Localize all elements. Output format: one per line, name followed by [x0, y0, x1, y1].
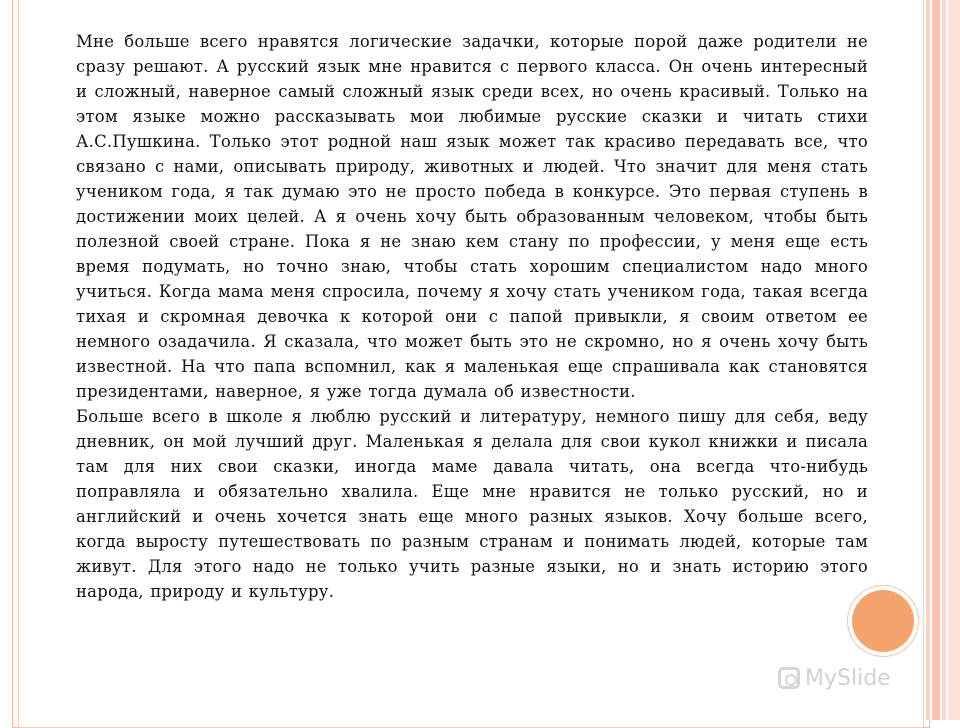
- decor-stripe: [926, 0, 930, 720]
- watermark-text: MySlide: [805, 665, 891, 691]
- paragraph-1: Мне больше всего нравятся логические задачки, которые порой даже родители не сразу решают. А русский язык мне нравится с первого класса. Он очень интересный и сложный, наверное самый сложный язык среди всех, но очень красивый. Только на этом языке можно рассказывать мои любимые русские сказки и читать стихи А.С.Пушкина. Только этот родной наш язык может так красиво передавать все, что связано с нами, описывать природу, животных и людей. Что значит для меня стать учеником года, я так думаю это не просто победа в конкурсе. Это первая ступень в достижении моих целей. А я очень хочу быть образованным человеком, чтобы быть полезной своей стране. Пока я не знаю кем стану по профессии, у меня еще есть время подумать, но точно знаю, чтобы стать хорошим специалистом надо много учиться. Когда мама меня спросила, почему я хочу стать учеником года, такая всегда тихая и скромная девочка к которой они с папой привыкли, я своим ответом ее немного озадачила. Я сказала, что может быть это не скромно, но я очень хочу быть известной. На что папа вспомнил, как я маленькая еще спрашивала как становятся президентами, наверное, я уже тогда думала об известности.: [76, 32, 868, 401]
- decor-stripe: [932, 0, 940, 720]
- paragraph-2: Больше всего в школе я люблю русский и литературу, немного пишу для себя, веду дневник, он мой лучший друг. Маленькая я делала для свои кукол книжки и писала там для них свои сказки, иногда маме давала читать, она всегда что-нибудь поправляла и обязательно хвалила. Еще мне нравится не только русский, но и английский и очень хочется знать еще много разных языков. Хочу больше всего, когда выросту путешествовать по разным странам и понимать людей, которые там живут. Для этого надо не только учить разные языки, но и знать историю этого народа, природу и культуру.: [76, 407, 868, 601]
- decor-stripe: [942, 0, 946, 720]
- decor-stripe: [948, 0, 960, 720]
- watermark: [778, 663, 891, 693]
- watermark-logo-icon: [778, 667, 800, 689]
- slide-body-text: [76, 29, 868, 604]
